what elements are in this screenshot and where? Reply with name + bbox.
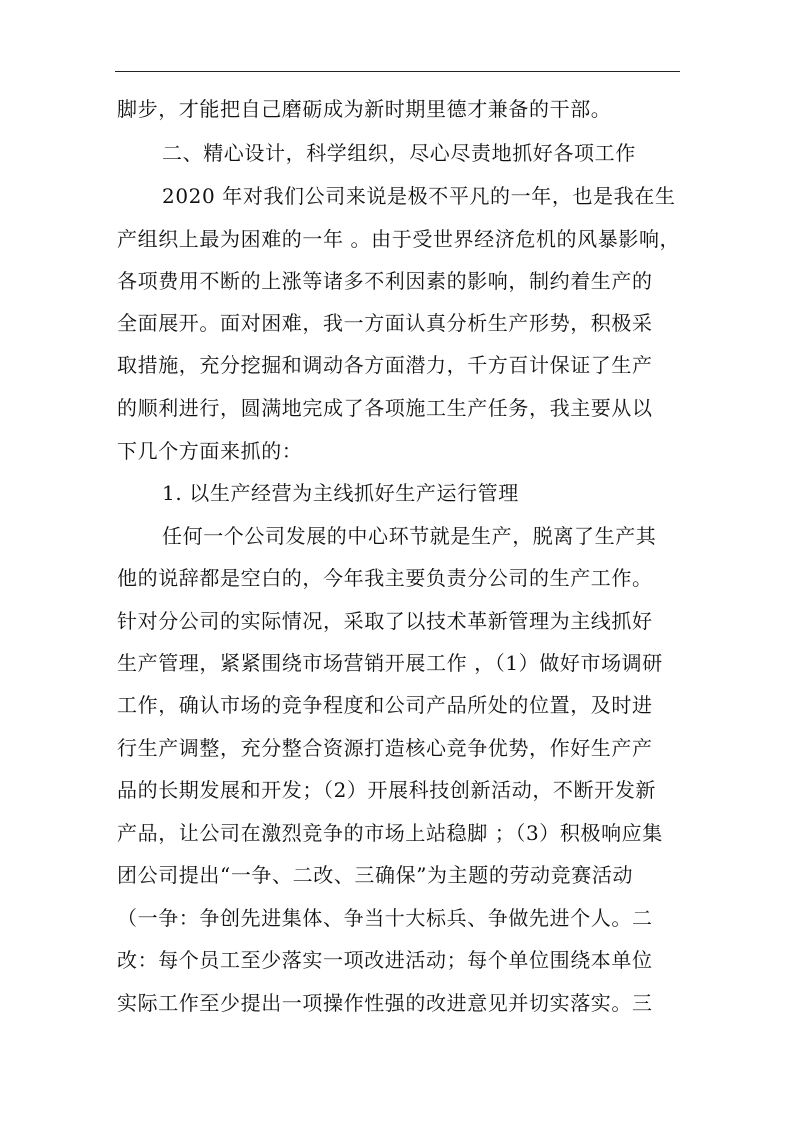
header-rule xyxy=(115,71,680,72)
text-line: 生产管理，紧紧围绕市场营销开展工作 ，（1）做好市场调研 xyxy=(117,651,663,675)
text-line: 下几个方面来抓的： xyxy=(117,439,303,463)
text-line: 实际工作至少提出一项操作性强的改进意见并切实落实。三 xyxy=(117,991,653,1015)
text-line: 团公司提出“一争、二改、三确保”为主题的劳动竞赛活动 xyxy=(117,863,634,887)
text-line: 产品，让公司在激烈竞争的市场上站稳脚 ；（3）积极响应集 xyxy=(117,821,663,845)
text-line: 全面展开。面对困难，我一方面认真分析生产形势，积极采 xyxy=(117,311,653,335)
text-line: 他的说辞都是空白的，今年我主要负责分公司的生产工作。 xyxy=(117,566,653,590)
section-heading: 二、精心设计，科学组织，尽心尽责地抓好各项工作 xyxy=(162,141,636,165)
text-line: （一争：争创先进集体、争当十大标兵、争做先进个人。二 xyxy=(117,906,653,930)
text-line: 脚步，才能把自己磨砺成为新时期里德才兼备的干部。 xyxy=(117,97,612,121)
text-line: 工作，确认市场的竞争程度和公司产品所处的位置，及时进 xyxy=(117,693,653,717)
text-line: 改：每个员工至少落实一项改进活动；每个单位围绕本单位 xyxy=(117,948,653,972)
text-line: 任何一个公司发展的中心环节就是生产，脱离了生产其 xyxy=(162,524,657,548)
text-line: 针对分公司的实际情况，采取了以技术革新管理为主线抓好 xyxy=(117,609,653,633)
text-line: 各项费用不断的上涨等诸多不利因素的影响，制约着生产的 xyxy=(117,269,653,293)
text-line: 取措施，充分挖掘和调动各方面潜力，千方百计保证了生产 xyxy=(117,353,653,377)
text-line: 品的长期发展和开发；（2）开展科技创新活动，不断开发新 xyxy=(117,778,656,802)
text-line: 产组织上最为困难的一年 。由于受世界经济危机的风暴影响， xyxy=(117,227,681,251)
text-line: 行生产调整，充分整合资源打造核心竞争优势，作好生产产 xyxy=(117,736,653,760)
text-line: 2020 年对我们公司来说是极不平凡的一年，也是我在生 xyxy=(162,184,676,208)
subsection-heading: 1. 以生产经营为主线抓好生产运行管理 xyxy=(162,481,519,505)
text-line: 的顺利进行，圆满地完成了各项施工生产任务，我主要从以 xyxy=(117,396,653,420)
